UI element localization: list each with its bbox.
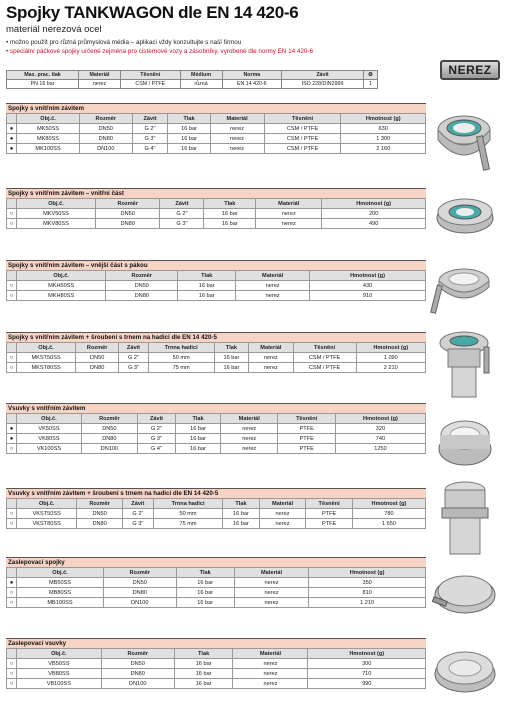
column-header: Rozměr	[81, 414, 137, 424]
table-cell: DN50	[77, 509, 122, 519]
table-cell: PTFE	[306, 519, 353, 529]
column-header: Závit	[119, 343, 148, 353]
table-row	[7, 519, 426, 529]
column-header: Rozměr	[77, 499, 122, 509]
table-cell: 200	[322, 209, 426, 219]
table-cell: nerez	[234, 578, 308, 588]
table-cell: DN50	[103, 578, 176, 588]
table-cell: 16 bar	[174, 659, 233, 669]
table-cell: CSM / PTFE	[293, 353, 356, 363]
table-cell: DN80	[76, 363, 119, 373]
table-cell: VK50SS	[17, 424, 82, 434]
table-cell: G 2"	[132, 124, 168, 134]
product-table	[6, 270, 426, 301]
column-header: Tlak	[223, 499, 259, 509]
table-cell: 1 650	[352, 519, 425, 529]
table-row	[7, 588, 426, 598]
table-cell: 16 bar	[204, 219, 256, 229]
column-header: Hmotnost (g)	[335, 414, 425, 424]
table-cell: MKST80SS	[17, 363, 76, 373]
spec-cell: nerez	[79, 80, 121, 89]
table-cell: MK50SS	[17, 124, 80, 134]
column-header: Tlak	[214, 343, 249, 353]
section-title: Spojky s vnitřním závitem + šroubení s trnem na hadici dle EN 14 420-5	[6, 332, 426, 342]
column-header: Hmotnost (g)	[356, 343, 425, 353]
packaging-icon: ⚙	[363, 71, 377, 80]
adapter-hose-tail-image	[430, 478, 500, 558]
column-header	[7, 568, 17, 578]
table-cell: 75 mm	[153, 519, 222, 529]
table-cell: DN50	[101, 659, 174, 669]
stock-marker-icon: ○	[7, 519, 17, 529]
table-row	[7, 598, 426, 608]
table-cell: 710	[308, 669, 426, 679]
stock-marker-icon: ●	[7, 124, 17, 134]
column-header: Materiál	[221, 414, 278, 424]
table-cell: nerez	[221, 424, 278, 434]
stock-marker-icon: ○	[7, 444, 17, 454]
column-header: Rozměr	[95, 199, 159, 209]
table-header-row	[7, 499, 426, 509]
column-header: Tlak	[174, 649, 233, 659]
table-cell: 16 bar	[178, 291, 236, 301]
column-header: Těsnění	[293, 343, 356, 353]
table-cell: 50 mm	[148, 353, 214, 363]
table-cell: nerez	[233, 659, 308, 669]
table-cell: MK100SS	[17, 144, 80, 154]
column-header: Obj.č.	[17, 649, 102, 659]
table-cell: CSM / PTFE	[293, 363, 356, 373]
table-cell: DN50	[81, 424, 137, 434]
section-title: Spojky s vnitřním závitem – vnitřní část	[6, 188, 426, 198]
table-cell: MKV50SS	[17, 209, 96, 219]
table-cell: nerez	[236, 291, 310, 301]
table-cell: G 3"	[160, 219, 204, 229]
stock-marker-icon: ○	[7, 659, 17, 669]
table-cell: DN80	[80, 134, 133, 144]
table-cell: PTFE	[306, 509, 353, 519]
table-row	[7, 209, 426, 219]
table-cell: 1 210	[309, 598, 426, 608]
column-header: Těsnění	[264, 114, 341, 124]
table-cell: DN50	[76, 353, 119, 363]
coupling-outer-image	[428, 255, 502, 317]
stock-marker-icon: ○	[7, 509, 17, 519]
table-cell: DN50	[95, 209, 159, 219]
table-cell: nerez	[221, 444, 278, 454]
column-header: Rozměr	[106, 271, 178, 281]
table-cell: DN80	[77, 519, 122, 529]
table-cell: G 2"	[119, 353, 148, 363]
table-cell: 740	[335, 434, 425, 444]
table-row	[7, 434, 426, 444]
column-header: Materiál	[249, 343, 293, 353]
table-cell: DN80	[95, 219, 159, 229]
column-header: Těsnění	[306, 499, 353, 509]
spec-cell: 1	[363, 80, 377, 89]
spec-header-cell: Médium	[180, 71, 222, 80]
column-header: Materiál	[256, 199, 322, 209]
table-cell: 16 bar	[204, 209, 256, 219]
column-header: Hmotnost (g)	[309, 568, 426, 578]
table-row	[7, 659, 426, 669]
table-cell: nerez	[210, 124, 264, 134]
table-cell: 780	[352, 509, 425, 519]
intro-bullets	[6, 38, 313, 56]
table-row	[7, 363, 426, 373]
table-cell: nerez	[234, 588, 308, 598]
table-header-row	[7, 271, 426, 281]
dust-plug-image	[428, 640, 502, 700]
coupling-inner-image	[428, 180, 502, 250]
stock-marker-icon: ○	[7, 598, 17, 608]
product-section	[6, 403, 426, 454]
table-cell: 75 mm	[148, 363, 214, 373]
bullet-usage: • možno použít pro různá průmyslová média – aplikaci vždy konzultujte s naší firmou	[6, 39, 242, 46]
table-cell: nerez	[236, 281, 310, 291]
column-header: Materiál	[236, 271, 310, 281]
table-cell: MKV80SS	[17, 219, 96, 229]
table-cell: 16 bar	[168, 134, 210, 144]
table-header-row	[7, 568, 426, 578]
column-header: Trnna hadici	[148, 343, 214, 353]
column-header: Obj.č.	[17, 114, 80, 124]
table-cell: CSM / PTFE	[264, 144, 341, 154]
coupling-image	[428, 100, 502, 174]
table-row	[7, 291, 426, 301]
product-section	[6, 488, 426, 529]
column-header: Tlak	[176, 414, 221, 424]
table-cell: nerez	[233, 679, 308, 689]
spec-header-cell: Těsnění	[120, 71, 180, 80]
table-cell: 16 bar	[168, 124, 210, 134]
column-header: Obj.č.	[17, 271, 106, 281]
table-cell: VK80SS	[17, 434, 82, 444]
column-header: Rozměr	[80, 114, 133, 124]
table-cell: 2 160	[341, 144, 426, 154]
table-cell: 910	[310, 291, 426, 301]
table-cell: 1 090	[356, 353, 425, 363]
table-cell: VB80SS	[17, 669, 102, 679]
page-title: Spojky TANKWAGON dle EN 14 420-6	[6, 3, 299, 22]
stock-marker-icon: ●	[7, 144, 17, 154]
table-cell: G 3"	[132, 134, 168, 144]
adapter-image	[430, 405, 500, 475]
table-header-row	[7, 114, 426, 124]
column-header: Hmotnost (g)	[310, 271, 426, 281]
section-title: Spojky s vnitřním závitem – vnější část s pákou	[6, 260, 426, 270]
table-row	[7, 679, 426, 689]
table-header-row	[7, 649, 426, 659]
table-cell: 16 bar	[174, 669, 233, 679]
table-cell: DN100	[80, 144, 133, 154]
table-cell: VB100SS	[17, 679, 102, 689]
column-header: Obj.č.	[17, 414, 82, 424]
stock-marker-icon: ○	[7, 588, 17, 598]
table-cell: 810	[309, 588, 426, 598]
spec-header-cell: Norma	[222, 71, 282, 80]
column-header: Materiál	[234, 568, 308, 578]
spec-cell: PN 16 bar	[7, 80, 79, 89]
spec-value-row	[7, 80, 378, 89]
stock-marker-icon: ○	[7, 669, 17, 679]
column-header	[7, 271, 17, 281]
table-row	[7, 134, 426, 144]
table-cell: nerez	[210, 144, 264, 154]
product-table	[6, 342, 426, 373]
table-cell: 16 bar	[176, 444, 221, 454]
table-cell: MKH80SS	[17, 291, 106, 301]
table-cell: nerez	[210, 134, 264, 144]
table-cell: G 4"	[132, 144, 168, 154]
stock-marker-icon: ○	[7, 353, 17, 363]
table-cell: DN80	[81, 434, 137, 444]
product-table	[6, 498, 426, 529]
table-cell: 16 bar	[176, 424, 221, 434]
table-header-row	[7, 343, 426, 353]
column-header: Závit	[160, 199, 204, 209]
table-cell: nerez	[256, 219, 322, 229]
column-header: Závit	[122, 499, 153, 509]
column-header: Obj.č.	[17, 343, 76, 353]
table-cell: 430	[310, 281, 426, 291]
table-cell: nerez	[259, 509, 306, 519]
stock-marker-icon: ●	[7, 424, 17, 434]
stock-marker-icon: ○	[7, 291, 17, 301]
table-cell: DN100	[81, 444, 137, 454]
table-row	[7, 444, 426, 454]
table-cell: PTFE	[278, 424, 335, 434]
spec-cell: různá	[180, 80, 222, 89]
stock-marker-icon: ○	[7, 363, 17, 373]
table-cell: 1 300	[341, 134, 426, 144]
table-cell: MKST50SS	[17, 353, 76, 363]
product-section	[6, 557, 426, 608]
table-cell: MKH50SS	[17, 281, 106, 291]
column-header: Materiál	[210, 114, 264, 124]
table-cell: nerez	[234, 598, 308, 608]
column-header: Obj.č.	[17, 499, 77, 509]
stock-marker-icon: ●	[7, 578, 17, 588]
material-badge: NEREZ	[440, 60, 500, 80]
product-table	[6, 567, 426, 608]
table-row	[7, 669, 426, 679]
spec-header-row	[7, 71, 378, 80]
table-cell: 16 bar	[223, 509, 259, 519]
table-cell: DN100	[103, 598, 176, 608]
table-cell: CSM / PTFE	[264, 124, 341, 134]
table-cell: G 2"	[160, 209, 204, 219]
column-header	[7, 114, 17, 124]
table-cell: 320	[335, 424, 425, 434]
table-row	[7, 144, 426, 154]
table-cell: 16 bar	[176, 598, 234, 608]
table-cell: 350	[309, 578, 426, 588]
table-cell: G 3"	[122, 519, 153, 529]
column-header: Závit	[137, 414, 175, 424]
table-cell: 490	[322, 219, 426, 229]
bullet-special: • speciální páčkové spojky určené zejména pro cisternové vozy a zásobníky, vyrobené dle normy EN 14 420-6	[6, 48, 313, 55]
table-cell: 1250	[335, 444, 425, 454]
table-cell: VKST80SS	[17, 519, 77, 529]
table-cell: MB80SS	[17, 588, 104, 598]
column-header: Hmotnost (g)	[322, 199, 426, 209]
table-row	[7, 281, 426, 291]
spec-cell: ISO 228/DIN2999	[282, 80, 364, 89]
spec-cell: EN 14 420-6	[222, 80, 282, 89]
table-cell: MK80SS	[17, 134, 80, 144]
column-header: Rozměr	[101, 649, 174, 659]
table-cell: G 3"	[137, 434, 175, 444]
table-cell: nerez	[233, 669, 308, 679]
column-header: Tlak	[178, 271, 236, 281]
table-cell: VK100SS	[17, 444, 82, 454]
table-cell: DN50	[80, 124, 133, 134]
table-cell: CSM / PTFE	[264, 134, 341, 144]
table-header-row	[7, 414, 426, 424]
table-cell: 990	[308, 679, 426, 689]
table-cell: 16 bar	[168, 144, 210, 154]
column-header	[7, 649, 17, 659]
column-header	[7, 199, 17, 209]
section-title: Zaslepovací spojky	[6, 557, 426, 567]
section-title: Zaslepovací vsuvky	[6, 638, 426, 648]
table-cell: 300	[308, 659, 426, 669]
column-header: Hmotnost (g)	[352, 499, 425, 509]
stock-marker-icon: ○	[7, 281, 17, 291]
product-table	[6, 413, 426, 454]
page-subtitle: materiál nerezová ocel	[6, 24, 102, 35]
stock-marker-icon: ○	[7, 219, 17, 229]
dust-cap-image	[428, 565, 502, 621]
column-header: Materiál	[233, 649, 308, 659]
table-row	[7, 509, 426, 519]
column-header: Tlak	[176, 568, 234, 578]
column-header: Hmotnost (g)	[341, 114, 426, 124]
table-cell: 16 bar	[223, 519, 259, 529]
table-cell: DN100	[101, 679, 174, 689]
column-header: Těsnění	[278, 414, 335, 424]
table-cell: nerez	[221, 434, 278, 444]
table-row	[7, 219, 426, 229]
spec-cell: CSM / PTFE	[120, 80, 180, 89]
column-header: Tlak	[168, 114, 210, 124]
stock-marker-icon: ○	[7, 679, 17, 689]
spec-table	[6, 70, 378, 89]
coupling-hose-tail-image	[430, 325, 500, 399]
product-table	[6, 648, 426, 689]
table-cell: PTFE	[278, 434, 335, 444]
table-row	[7, 353, 426, 363]
table-cell: 16 bar	[214, 363, 249, 373]
table-cell: 16 bar	[176, 588, 234, 598]
product-section	[6, 103, 426, 154]
column-header: Závit	[132, 114, 168, 124]
product-section	[6, 332, 426, 373]
stock-marker-icon: ○	[7, 209, 17, 219]
table-cell: DN80	[101, 669, 174, 679]
product-table	[6, 198, 426, 229]
table-cell: VKST50SS	[17, 509, 77, 519]
section-title: Vsuvky s vnitřním závitem + šroubení s trnem na hadici dle EN 14 420-5	[6, 488, 426, 498]
table-cell: 16 bar	[214, 353, 249, 363]
column-header: Trnna hadici	[153, 499, 222, 509]
table-cell: 50 mm	[153, 509, 222, 519]
table-cell: VB50SS	[17, 659, 102, 669]
column-header: Rozměr	[76, 343, 119, 353]
column-header	[7, 499, 17, 509]
table-cell: 2 210	[356, 363, 425, 373]
table-cell: 16 bar	[178, 281, 236, 291]
table-cell: nerez	[259, 519, 306, 529]
table-cell: 16 bar	[176, 578, 234, 588]
product-section	[6, 638, 426, 689]
table-cell: PTFE	[278, 444, 335, 454]
table-cell: 16 bar	[174, 679, 233, 689]
table-cell: DN80	[103, 588, 176, 598]
section-title: Spojky s vnitřním závitem	[6, 103, 426, 113]
stock-marker-icon: ●	[7, 134, 17, 144]
table-cell: MB100SS	[17, 598, 104, 608]
table-header-row	[7, 199, 426, 209]
product-table	[6, 113, 426, 154]
product-section	[6, 260, 426, 301]
table-cell: G 4"	[137, 444, 175, 454]
table-row	[7, 124, 426, 134]
column-header: Obj.č.	[17, 199, 96, 209]
table-cell: nerez	[249, 353, 293, 363]
column-header	[7, 343, 17, 353]
table-cell: G 3"	[119, 363, 148, 373]
spec-header-cell: Max. prac. tlak	[7, 71, 79, 80]
table-cell: 630	[341, 124, 426, 134]
table-cell: G 2"	[122, 509, 153, 519]
table-cell: nerez	[249, 363, 293, 373]
section-title: Vsuvky s vnitřním závitem	[6, 403, 426, 413]
table-cell: MB50SS	[17, 578, 104, 588]
column-header: Obj.č.	[17, 568, 104, 578]
table-cell: nerez	[256, 209, 322, 219]
column-header: Materiál	[259, 499, 306, 509]
table-row	[7, 578, 426, 588]
spec-header-cell: Materiál	[79, 71, 121, 80]
table-cell: DN50	[106, 281, 178, 291]
table-cell: DN80	[106, 291, 178, 301]
table-row	[7, 424, 426, 434]
column-header: Rozměr	[103, 568, 176, 578]
stock-marker-icon: ●	[7, 434, 17, 444]
column-header	[7, 414, 17, 424]
column-header: Hmotnost (g)	[308, 649, 426, 659]
product-section	[6, 188, 426, 229]
spec-header-cell: Závit	[282, 71, 364, 80]
table-cell: 16 bar	[176, 434, 221, 444]
column-header: Tlak	[204, 199, 256, 209]
table-cell: G 2"	[137, 424, 175, 434]
